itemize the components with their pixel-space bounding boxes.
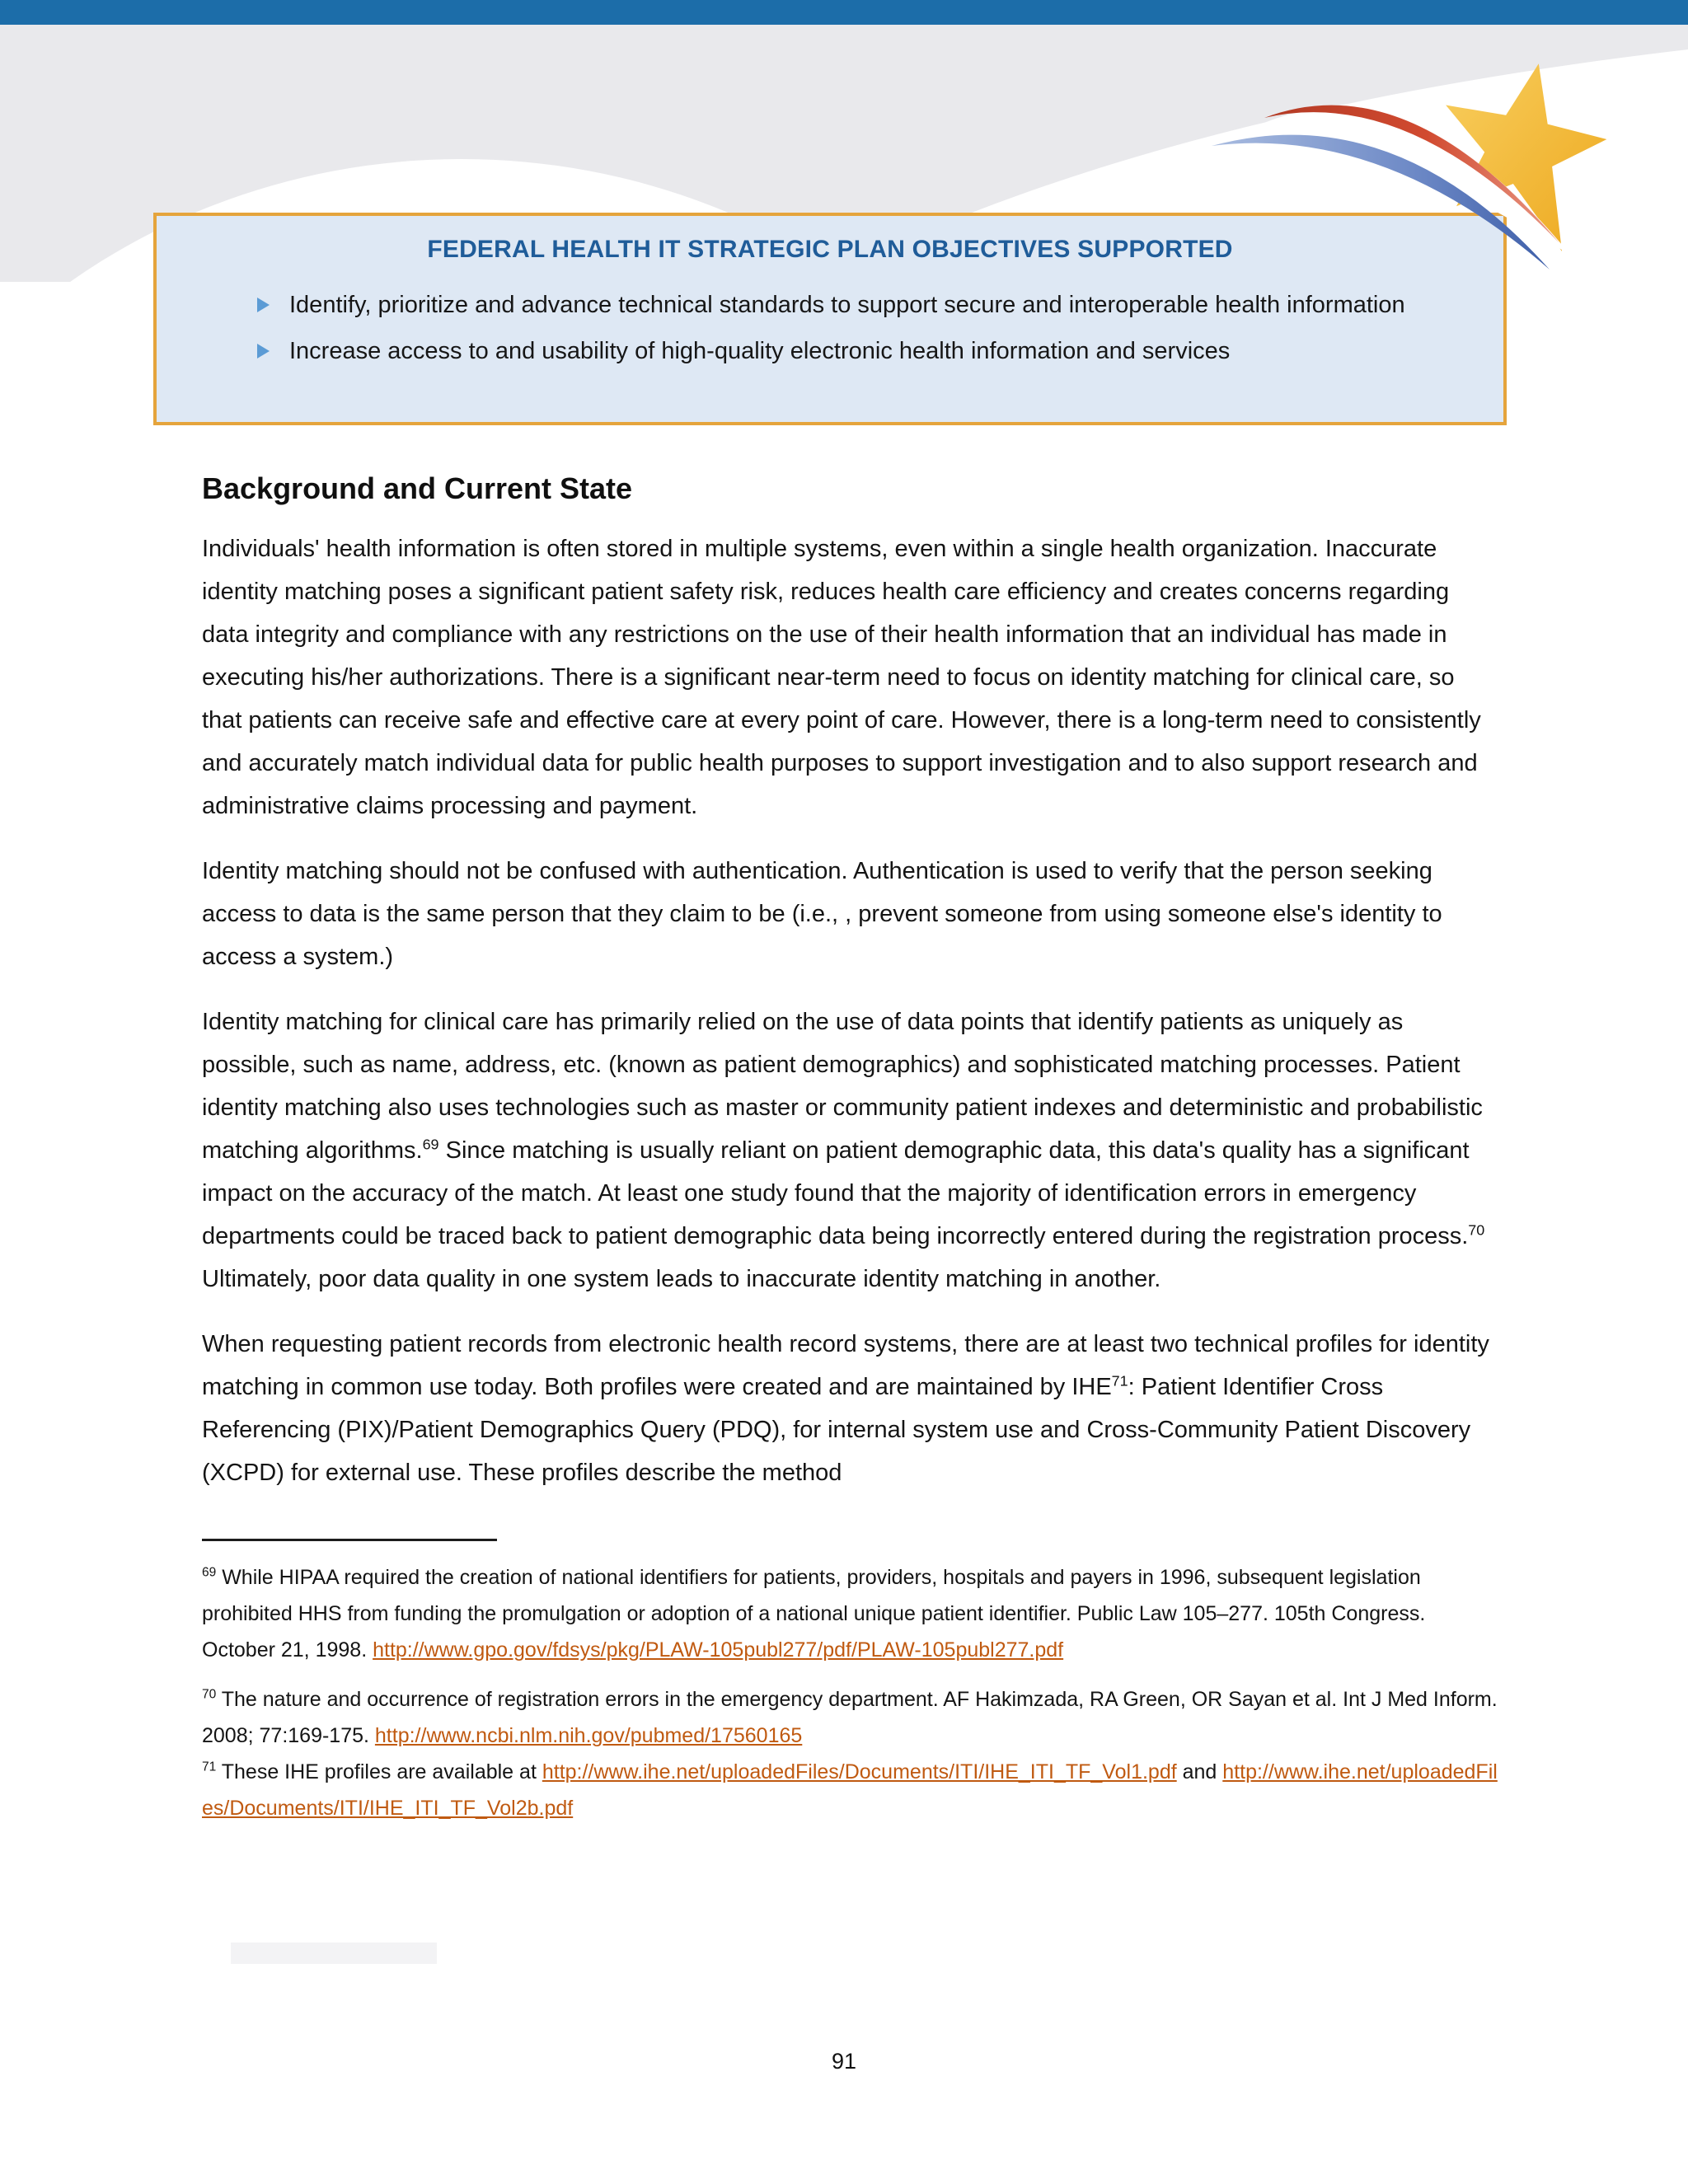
footnote (202, 1559, 1498, 1668)
body-paragraph (202, 850, 1498, 978)
section-heading: Background and Current State (202, 471, 633, 505)
hyperlink[interactable]: http://www.ihe.net/uploadedFiles/Documents/ITI/IHE_ITI_TF_Vol1.pdf (542, 1760, 1177, 1783)
footnote-ref-superscript: 69 (422, 1136, 439, 1153)
footnote-ref-superscript: 71 (202, 1760, 217, 1774)
text-run: Since matching is usually reliant on patient demographic data, this data's quality has a significant impact on the accuracy of the match. At least one study found that the majority of identification errors in emergency departments could be traced back to patient demographic data being incorrectly entered during the registration process. (202, 1137, 1470, 1249)
bullet-text: Identify, prioritize and advance technical standards to support secure and interoperable health information (289, 292, 1405, 318)
footnote (202, 1754, 1498, 1826)
hyperlink[interactable]: http://www.gpo.gov/fdsys/pkg/PLAW-105publ277/pdf/PLAW-105publ277.pdf (373, 1638, 1064, 1661)
arrow-right-icon (257, 344, 270, 359)
scan-artifact (231, 1943, 437, 1964)
text-run: Identity matching for clinical care has primarily relied on the use of data points that identify patients as uniquely as possible, such as name, address, etc. (known as patient demographics) and sophisticated matching processes. Patient identity matching also uses technologies such as master or community patient indexes and deterministic and probabilistic matching algorithms. (202, 1009, 1483, 1164)
text-run: Ultimately, poor data quality in one system leads to inaccurate identity matching in another. (202, 1266, 1161, 1292)
body-paragraph (202, 1323, 1498, 1494)
footnote-ref-superscript: 71 (1111, 1372, 1128, 1390)
footnote-separator (202, 1539, 497, 1541)
callout-title: FEDERAL HEALTH IT STRATEGIC PLAN OBJECTIVES SUPPORTED (427, 236, 1233, 263)
bullet-text: Increase access to and usability of high-quality electronic health information and services (289, 338, 1231, 364)
body-paragraph (202, 527, 1498, 827)
page-number: 91 (831, 2049, 857, 2074)
hyperlink[interactable]: http://www.ncbi.nlm.nih.gov/pubmed/17560165 (374, 1724, 803, 1747)
arrow-right-icon (257, 298, 270, 312)
text-run: When requesting patient records from electronic health record systems, there are at least two technical profiles for identity matching in common use today. Both profiles were created and are maintained by IHE (202, 1331, 1489, 1400)
shooting-star-logo (1187, 45, 1632, 350)
text-run: : Patient Identifier Cross Referencing (PIX)/Patient Demographics Query (PDQ), for internal system use and Cross-Community Patient Discovery (XCPD) for external use. These profiles describe the method (202, 1374, 1471, 1486)
text-run: and (1176, 1760, 1223, 1783)
text-run: While HIPAA required the creation of national identifiers for patients, providers, hospitals and payers in 1996, subsequent legislation prohibited HHS from funding the promulgation or adoption of a national unique patient identifier. Public Law 105–277. 105th Congress. October 21, 1998. (202, 1566, 1426, 1661)
text-run: Identity matching should not be confused with authentication. Authentication is used to verify that the person seeking access to data is the same person that they claim to be (i.e., , prevent someone from using someone else's identity to access a system.) (202, 858, 1442, 970)
footnote-ref-superscript: 69 (202, 1565, 217, 1580)
footnote-ref-superscript: 70 (1468, 1221, 1485, 1239)
text-run: These IHE profiles are available at (216, 1760, 542, 1783)
hyperlink[interactable]: http://www.ihe.net/uploadedFiles/Documents/ITI/IHE_ITI_TF_Vol2b.pdf (202, 1760, 1498, 1820)
main-content (202, 471, 1498, 1826)
text-run: The nature and occurrence of registration errors in the emergency department. AF Hakimzada, RA Green, OR Sayan et al. Int J Med Inform. 2008; 77:169-175. (202, 1688, 1498, 1747)
body-paragraph (202, 1001, 1498, 1301)
top-blue-bar (0, 0, 1688, 25)
text-run: Individuals' health information is often stored in multiple systems, even within a single health organization. Inaccurate identity matching poses a significant patient safety risk, reduces health care efficiency and creates concerns regarding data integrity and compliance with any restrictions on the use of their health information that an individual has made in executing his/her authorizations. There is a significant near-term need to focus on identity matching for clinical care, so that patients can receive safe and effective care at every point of care. However, there is a long-term need to consistently and accurately match individual data for public health purposes to support investigation and to also support research and administrative claims processing and payment. (202, 536, 1481, 819)
footnote-ref-superscript: 70 (202, 1687, 217, 1702)
footnote (202, 1681, 1498, 1754)
